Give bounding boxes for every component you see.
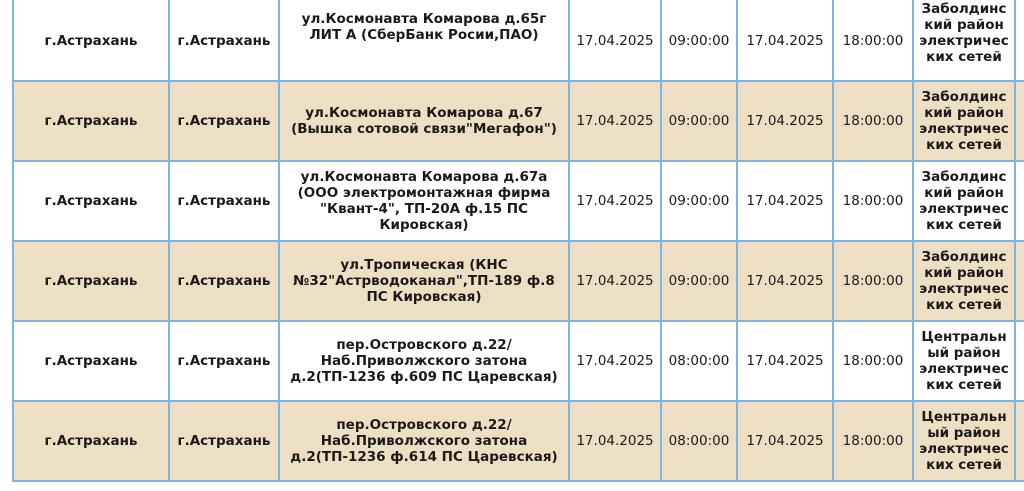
address-cell-text: ул.Тропическая (КНС №32"Астрводоканал",ТП-189 ф.8 ПС Кировская) [293, 257, 555, 305]
address-cell-text: ул.Космонавта Комарова д.67а (ООО электромонтажная фирма "Квант-4", ТП-20А ф.15 ПС Кировская) [297, 169, 551, 233]
table-row [13, 161, 1024, 241]
end-date-cell [737, 241, 833, 321]
region-cell-text: Центральный район электрических сетей [919, 409, 1009, 473]
town-cell [169, 241, 279, 321]
start-time-cell-text: 08:00:00 [668, 433, 730, 449]
end-time-cell [833, 241, 913, 321]
end-date-cell [737, 0, 833, 81]
region-cell [913, 241, 1015, 321]
end-time-cell-text: 18:00:00 [842, 33, 904, 49]
address-cell [279, 161, 569, 241]
address-cell-text: ул.Космонавта Комарова д.65г ЛИТ А (СберБанк Росии,ПАО) [301, 11, 547, 43]
outage-schedule-table [12, 0, 1024, 482]
end-time-cell-text: 18:00:00 [842, 193, 904, 209]
table-row [13, 241, 1024, 321]
region-cell [913, 81, 1015, 161]
end-date-cell-text: 17.04.2025 [746, 33, 824, 49]
city-cell-text: г.Астрахань [44, 273, 138, 289]
city-cell-text: г.Астрахань [44, 433, 138, 449]
town-cell [169, 81, 279, 161]
end-time-cell [833, 161, 913, 241]
region-cell [913, 0, 1015, 81]
end-date-cell [737, 321, 833, 401]
table-row [13, 0, 1024, 81]
region-cell-text: Заболдинский район электрических сетей [919, 1, 1009, 65]
start-date-cell-text: 17.04.2025 [576, 193, 654, 209]
town-cell [169, 401, 279, 481]
start-date-cell-text: 17.04.2025 [576, 353, 654, 369]
town-cell [169, 161, 279, 241]
city-cell-text: г.Астрахань [44, 113, 138, 129]
start-time-cell-text: 09:00:00 [668, 33, 730, 49]
end-time-cell-text: 18:00:00 [842, 113, 904, 129]
table-row [13, 321, 1024, 401]
region-cell [913, 401, 1015, 481]
start-date-cell-text: 17.04.2025 [576, 113, 654, 129]
region-cell [913, 321, 1015, 401]
region-cell-text: Заболдинский район электрических сетей [919, 89, 1009, 153]
table-row [13, 81, 1024, 161]
end-time-cell [833, 81, 913, 161]
start-time-cell-text: 09:00:00 [668, 113, 730, 129]
city-cell [13, 81, 169, 161]
end-date-cell-text: 17.04.2025 [746, 273, 824, 289]
town-cell-text: г.Астрахань [177, 193, 271, 209]
end-date-cell-text: 17.04.2025 [746, 433, 824, 449]
end-time-cell [833, 401, 913, 481]
address-cell [279, 241, 569, 321]
clipped-column-cell [1015, 401, 1024, 481]
region-cell [913, 161, 1015, 241]
clipped-column-cell [1015, 321, 1024, 401]
city-cell [13, 0, 169, 81]
end-date-cell-text: 17.04.2025 [746, 353, 824, 369]
clipped-column-cell [1015, 161, 1024, 241]
city-cell [13, 241, 169, 321]
town-cell [169, 0, 279, 81]
start-time-cell-text: 09:00:00 [668, 273, 730, 289]
start-time-cell-text: 09:00:00 [668, 193, 730, 209]
address-cell [279, 321, 569, 401]
end-date-cell [737, 81, 833, 161]
end-date-cell-text: 17.04.2025 [746, 113, 824, 129]
address-cell-text: ул.Космонавта Комарова д.67 (Вышка сотовой связи"Мегафон") [291, 105, 557, 137]
outage-rows [13, 0, 1024, 481]
start-date-cell [569, 401, 661, 481]
start-time-cell [661, 81, 737, 161]
end-time-cell [833, 321, 913, 401]
end-date-cell-text: 17.04.2025 [746, 193, 824, 209]
end-date-cell [737, 161, 833, 241]
start-date-cell [569, 241, 661, 321]
region-cell-text: Заболдинский район электрических сетей [919, 249, 1009, 313]
town-cell [169, 321, 279, 401]
end-date-cell [737, 401, 833, 481]
start-time-cell-text: 08:00:00 [668, 353, 730, 369]
end-time-cell-text: 18:00:00 [842, 353, 904, 369]
city-cell-text: г.Астрахань [44, 353, 138, 369]
start-time-cell [661, 401, 737, 481]
start-time-cell [661, 321, 737, 401]
start-date-cell [569, 161, 661, 241]
region-cell-text: Заболдинский район электрических сетей [919, 169, 1009, 233]
clipped-column-cell [1015, 0, 1024, 81]
city-cell [13, 401, 169, 481]
address-cell [279, 401, 569, 481]
end-time-cell-text: 18:00:00 [842, 433, 904, 449]
table-row [13, 401, 1024, 481]
town-cell-text: г.Астрахань [177, 353, 271, 369]
start-date-cell-text: 17.04.2025 [576, 33, 654, 49]
start-time-cell [661, 0, 737, 81]
start-date-cell [569, 81, 661, 161]
address-cell-text: пер.Островского д.22/ Наб.Приволжского затона д.2(ТП-1236 ф.614 ПС Царевская) [290, 417, 558, 465]
town-cell-text: г.Астрахань [177, 113, 271, 129]
city-cell [13, 161, 169, 241]
city-cell [13, 321, 169, 401]
address-cell-text: пер.Островского д.22/ Наб.Приволжского затона д.2(ТП-1236 ф.609 ПС Царевская) [290, 337, 558, 385]
start-date-cell-text: 17.04.2025 [576, 273, 654, 289]
town-cell-text: г.Астрахань [177, 433, 271, 449]
start-date-cell [569, 321, 661, 401]
end-time-cell [833, 0, 913, 81]
start-time-cell [661, 161, 737, 241]
city-cell-text: г.Астрахань [44, 33, 138, 49]
end-time-cell-text: 18:00:00 [842, 273, 904, 289]
city-cell-text: г.Астрахань [44, 193, 138, 209]
address-cell [279, 0, 569, 81]
clipped-column-cell [1015, 81, 1024, 161]
start-date-cell-text: 17.04.2025 [576, 433, 654, 449]
clipped-column-cell [1015, 241, 1024, 321]
town-cell-text: г.Астрахань [177, 33, 271, 49]
region-cell-text: Центральный район электрических сетей [919, 329, 1009, 393]
address-cell [279, 81, 569, 161]
town-cell-text: г.Астрахань [177, 273, 271, 289]
start-date-cell [569, 0, 661, 81]
start-time-cell [661, 241, 737, 321]
